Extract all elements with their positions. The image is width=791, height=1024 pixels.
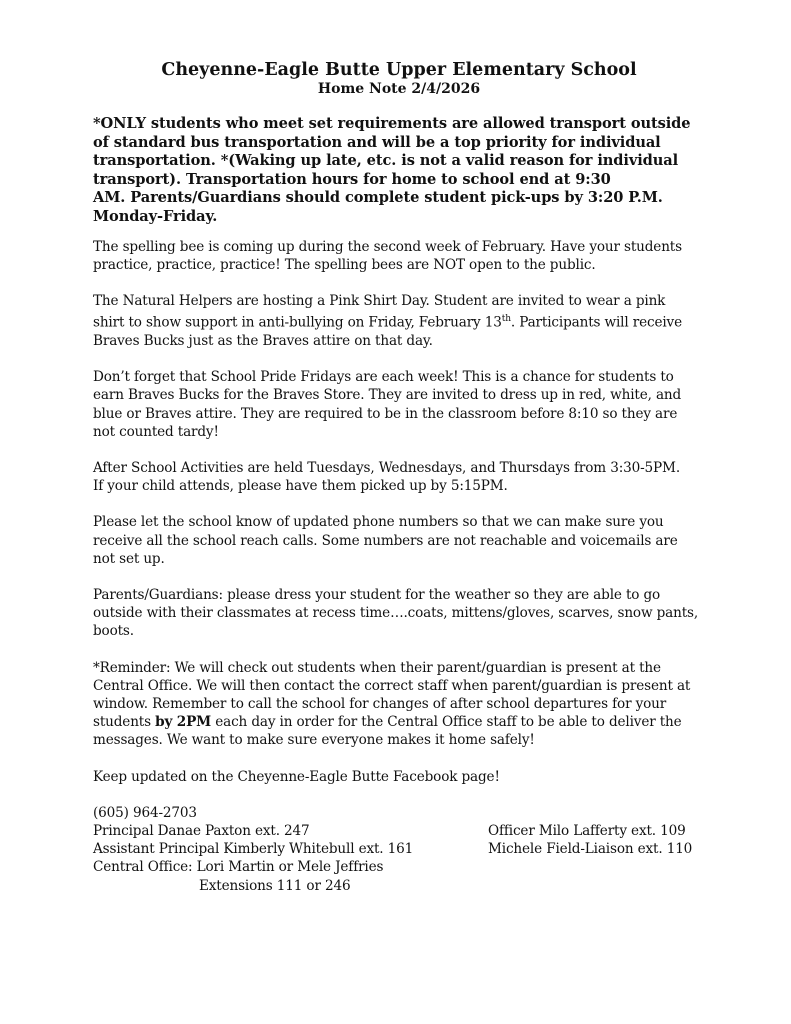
weather-paragraph (93, 586, 713, 641)
paragraph-line: not counted tardy! (93, 423, 219, 440)
document-subtitle: Home Note 2/4/2026 (317, 81, 481, 97)
spelling-bee-paragraph (93, 238, 713, 274)
paragraph-text: students (93, 714, 156, 731)
pink-shirt-paragraph (93, 292, 713, 350)
ordinal-suffix: th (501, 314, 511, 325)
reminder-paragraph (93, 659, 713, 750)
school-pride-paragraph (93, 368, 713, 441)
notice-line: Monday-Friday. (93, 207, 218, 225)
paragraph-line: boots. (93, 623, 134, 640)
paragraph-line: Don’t forget that School Pride Fridays are each week! This is a chance for students to (93, 369, 674, 386)
notice-line: AM. Parents/Guardians should complete student pick-ups by 3:20 P.M. (93, 189, 663, 207)
contact-block (93, 804, 713, 895)
contact-column-left (93, 804, 493, 895)
document-title: Cheyenne-Eagle Butte Upper Elementary School (161, 60, 637, 80)
paragraph-line: receive all the school reach calls. Some numbers are not reachable and voicemails are (93, 532, 678, 549)
contact-column-right (488, 822, 692, 858)
paragraph-line: practice, practice, practice! The spelling bees are NOT open to the public. (93, 256, 596, 273)
central-office-contact: Central Office: Lori Martin or Mele Jeffries (93, 859, 384, 876)
paragraph-line: The spelling bee is coming up during the second week of February. Have your students (93, 238, 682, 255)
home-note-document (93, 60, 713, 895)
facebook-paragraph (93, 768, 713, 786)
paragraph-line: Please let the school know of updated phone numbers so that we can make sure you (93, 514, 664, 531)
liaison-contact: Michele Field-Liaison ext. 110 (488, 841, 693, 858)
paragraph-line: Parents/Guardians: please dress your student for the weather so they are able to go (93, 586, 661, 603)
paragraph-line: earn Braves Bucks for the Braves Store. They are invited to dress up in red, white, and (93, 387, 682, 404)
assistant-principal-contact: Assistant Principal Kimberly Whitebull ext. 161 (93, 841, 414, 858)
paragraph-line: After School Activities are held Tuesdays, Wednesdays, and Thursdays from 3:30-5PM. (93, 459, 680, 476)
paragraph-line: Central Office. We will then contact the correct staff when parent/guardian is present at (93, 677, 691, 694)
notice-line: of standard bus transportation and will be a top priority for individual (93, 133, 661, 151)
paragraph-line: window. Remember to call the school for changes of after school departures for your (93, 695, 667, 712)
central-office-extensions: Extensions 111 or 246 (199, 877, 351, 894)
officer-contact: Officer Milo Lafferty ext. 109 (488, 822, 686, 839)
phone-numbers-paragraph (93, 513, 713, 568)
paragraph-line: not set up. (93, 550, 165, 567)
paragraph-line: outside with their classmates at recess time….coats, mittens/gloves, scarves, snow pants, (93, 605, 699, 622)
paragraph-line (93, 310, 713, 332)
deadline-emphasis: by 2PM (155, 714, 212, 731)
paragraph-line: Braves Bucks just as the Braves attire on that day. (93, 332, 433, 349)
principal-contact: Principal Danae Paxton ext. 247 (93, 822, 310, 839)
paragraph-line: The Natural Helpers are hosting a Pink Shirt Day. Student are invited to wear a pink (93, 292, 666, 309)
paragraph-text: . Participants will receive (510, 314, 682, 331)
paragraph-line: If your child attends, please have them picked up by 5:15PM. (93, 478, 508, 495)
paragraph-line: Keep updated on the Cheyenne-Eagle Butte Facebook page! (93, 768, 500, 785)
paragraph-line: *Reminder: We will check out students when their parent/guardian is present at the (93, 659, 661, 676)
paragraph-line (93, 713, 713, 731)
paragraph-line: messages. We want to make sure everyone makes it home safely! (93, 732, 535, 749)
notice-line: *ONLY students who meet set requirements are allowed transport outside (93, 115, 691, 132)
school-phone: (605) 964-2703 (93, 804, 197, 821)
paragraph-line: blue or Braves attire. They are required to be in the classroom before 8:10 so they are (93, 405, 678, 422)
notice-line: transportation. *(Waking up late, etc. is not a valid reason for individual (93, 152, 679, 170)
notice-line: transport). Transportation hours for home to school end at 9:30 (93, 170, 611, 188)
after-school-paragraph (93, 459, 713, 495)
paragraph-text: shirt to show support in anti-bullying on Friday, February 13 (93, 314, 502, 331)
transport-notice (93, 115, 713, 227)
paragraph-text: each day in order for the Central Office staff to be able to deliver the (211, 714, 682, 731)
